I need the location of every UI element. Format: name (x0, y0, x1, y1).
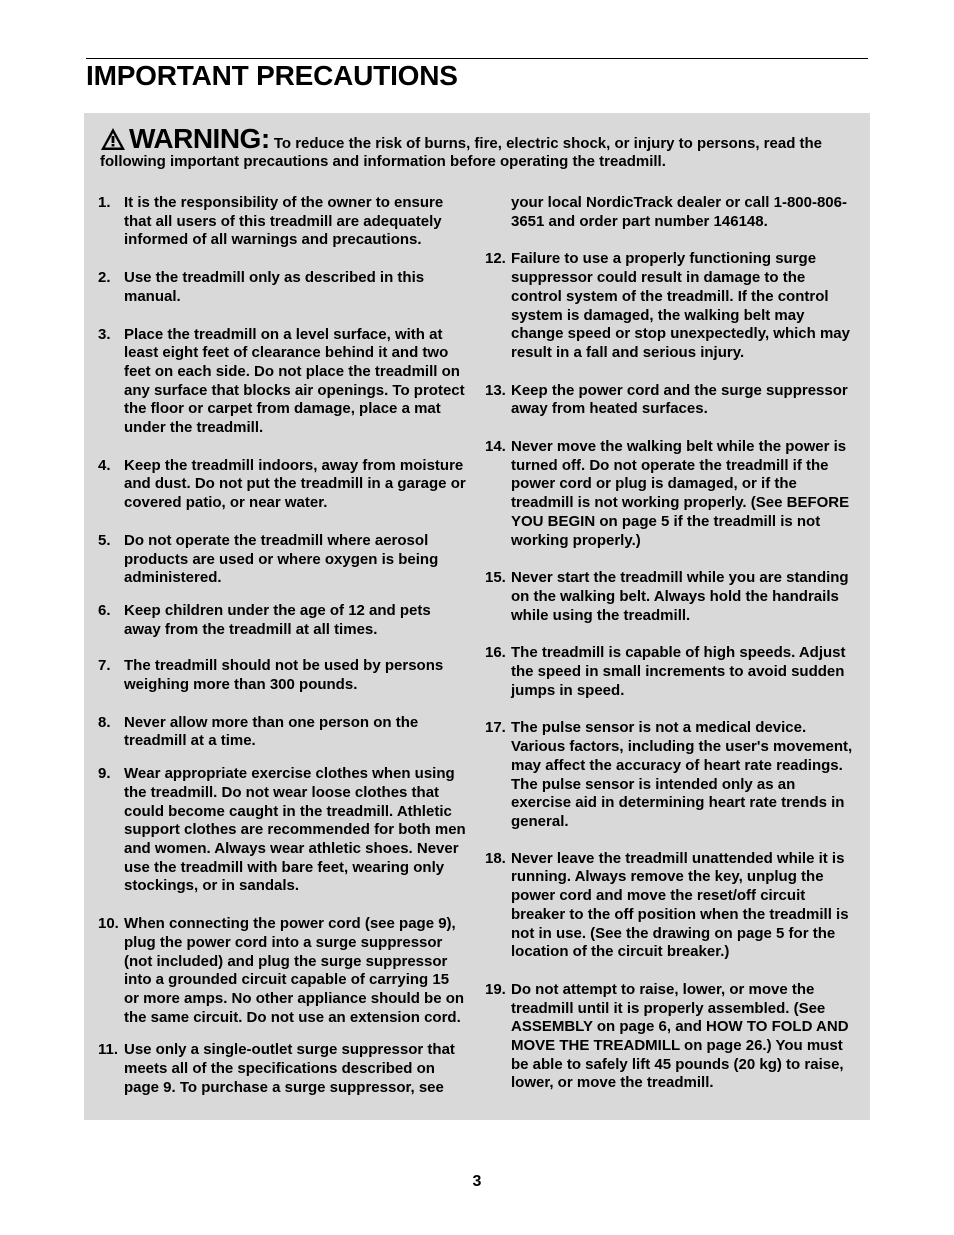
item-number: 19. (485, 980, 506, 998)
item-text: Do not attempt to raise, lower, or move the treadmill until it is properly assembled. (See ASSEMBLY on page 6, and HOW TO FOLD AND MOVE THE TREADMILL on page 26.) You must be able to safely lift 45 pounds (20 kg) to raise, lower, or move the treadmill. (511, 980, 849, 1092)
precaution-item (485, 644, 857, 700)
item-number: 8. (98, 713, 111, 731)
item-text: Place the treadmill on a level surface, with at least eight feet of clearance behind it and two feet on each side. Do not place the treadmill on any surface that blocks air openings. To protect the floor or carpet from damage, place a mat under the treadmill. (124, 325, 465, 437)
item-number: 1. (98, 194, 111, 211)
item-text: The treadmill is capable of high speeds. Adjust the speed in small increments to avoid sudden jumps in speed. (511, 644, 846, 699)
item-number: 13. (485, 381, 506, 399)
precaution-item (98, 1041, 468, 1097)
item-text: Do not operate the treadmill where aerosol products are used or where oxygen is being administered. (124, 531, 439, 587)
precaution-item (98, 457, 468, 513)
warning-text: To reduce the risk of burns, fire, electric shock, or injury to persons, read the following important precautions and information before operating the treadmill. (100, 135, 823, 170)
item-number: 2. (98, 269, 111, 287)
warning-label: WARNING: (129, 123, 270, 154)
continued-item-text: your local NordicTrack dealer or call 1-800-806-3651 and order part number 146148. (511, 194, 847, 230)
precaution-item (485, 719, 857, 831)
item-text: Never move the walking belt while the power is turned off. Do not operate the treadmill if the power cord or plug is damaged, or if the treadmill is not working properly. (See BEFORE YOU BEGIN on page 5 if the treadmill is not working properly.) (511, 438, 850, 549)
precaution-item (98, 657, 468, 694)
item-number: 15. (485, 569, 506, 587)
precaution-item (98, 765, 468, 896)
precaution-item (98, 532, 468, 588)
item-number: 3. (98, 325, 111, 343)
item-text: Never allow more than one person on the treadmill at a time. (124, 713, 419, 750)
item-text: Wear appropriate exercise clothes when using the treadmill. Do not wear loose clothes that could become caught in the treadmill. Athletic support clothes are recommended for both men and women. Always wear athletic shoes. Never use the treadmill with bare feet, wearing only stockings, or in sandals. (124, 765, 466, 895)
precaution-item (485, 569, 857, 625)
item-text: It is the responsibility of the owner to ensure that all users of this treadmill are adequately informed of all warnings and precautions. (124, 194, 444, 249)
precaution-item (485, 981, 857, 1093)
item-number: 6. (98, 601, 111, 619)
item-number: 17. (485, 719, 506, 737)
item-number: 9. (98, 765, 111, 783)
item-text: Keep the treadmill indoors, away from moisture and dust. Do not put the treadmill in a garage or covered patio, or near water. (124, 456, 466, 512)
item-text: Failure to use a properly functioning surge suppressor could result in damage to the control system of the treadmill. If the control system is damaged, the walking belt may change speed or stop unexpectedly, which may result in a fall and serious injury. (511, 250, 850, 361)
page-number: 3 (472, 1173, 482, 1190)
item-text: Never start the treadmill while you are standing on the walking belt. Always hold the handrails while using the treadmill. (511, 569, 849, 624)
item-number: 16. (485, 644, 506, 662)
item-text: The treadmill should not be used by persons weighing more than 300 pounds. (124, 657, 444, 694)
precaution-item (98, 915, 468, 1027)
item-text: Keep children under the age of 12 and pets away from the treadmill at all times. (124, 601, 431, 638)
warning-box (84, 113, 870, 1120)
precaution-item (98, 602, 468, 639)
precaution-item (98, 194, 468, 250)
precaution-item (485, 250, 857, 362)
page-title: IMPORTANT PRECAUTIONS (86, 60, 458, 91)
precaution-item (98, 326, 468, 438)
item-number: 18. (485, 849, 506, 867)
continued-item (485, 194, 857, 231)
precautions-left-column (98, 194, 468, 1097)
precaution-item (98, 269, 468, 306)
item-text: Keep the power cord and the surge suppressor away from heated surfaces. (511, 381, 848, 418)
item-text: The pulse sensor is not a medical device. Various factors, including the user's movement, may affect the accuracy of heart rate readings. The pulse sensor is intended only as an exercise aid in determining heart rate trends in general. (511, 719, 853, 830)
precaution-item (485, 382, 857, 419)
warning-triangle-icon (100, 127, 126, 151)
warning-header (100, 125, 856, 171)
item-number: 10. (98, 915, 119, 933)
item-text: When connecting the power cord (see page 9), plug the power cord into a surge suppressor (not included) and plug the surge suppressor into a grounded circuit capable of carrying 15 or more amps. No other appliance should be on the same circuit. Do not use an extension cord. (124, 915, 465, 1026)
item-number: 4. (98, 456, 111, 474)
precaution-item (98, 714, 468, 751)
precaution-item (485, 438, 857, 550)
item-number: 12. (485, 250, 506, 268)
item-text: Use the treadmill only as described in this manual. (124, 269, 425, 305)
item-text: Use only a single-outlet surge suppressor that meets all of the specifications described on page 9. To purchase a surge suppressor, see (124, 1041, 455, 1096)
item-number: 14. (485, 438, 506, 456)
item-number: 5. (98, 531, 111, 549)
item-text: Never leave the treadmill unattended while it is running. Always remove the key, unplug the power cord and move the reset/off circuit breaker to the off position when the treadmill is not in use. (See the drawing on page 5 for the location of the circuit breaker.) (511, 849, 849, 961)
item-number: 7. (98, 657, 111, 675)
precaution-item (485, 850, 857, 962)
item-number: 11. (98, 1041, 119, 1059)
precautions-right-column (485, 194, 857, 1093)
